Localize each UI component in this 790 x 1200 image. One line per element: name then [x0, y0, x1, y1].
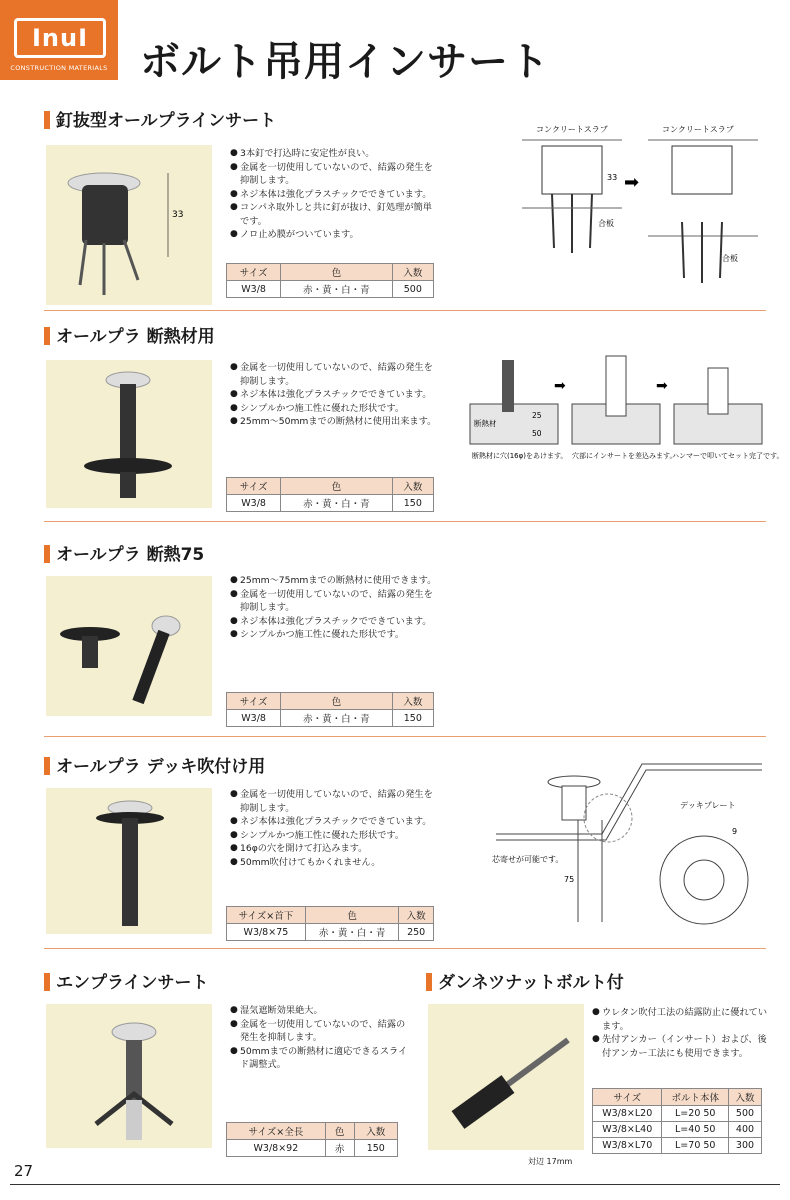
feature-item: ● コンパネ取外しと共に釘が抜け、釘処理が簡単です。: [230, 201, 440, 228]
spec-table-6: サイズ ボルト本体 入数 W3/8×L20 L=20 50 500 W3/8×L40 L=40 50 400 W3/8×L70 L=70 50 300: [592, 1088, 762, 1154]
product-illustration-4: [46, 788, 212, 934]
feature-item: ● 金属を一切使用していないので、結露の発生を抑制します。: [230, 788, 440, 815]
section-divider: [44, 521, 766, 522]
section-title-1: 釘抜型オールプラインサート: [44, 106, 276, 131]
table-row: W3/8 赤・黄・白・青 150: [227, 710, 434, 727]
label-50: 50: [532, 429, 542, 438]
section-marker: [44, 111, 50, 129]
label-slab-2: コンクリートスラブ: [662, 125, 734, 134]
label-deck-plate: デッキプレート: [680, 801, 736, 810]
feature-item: ● ネジ本体は強化プラスチックでできています。: [230, 815, 440, 829]
section-marker: [44, 545, 50, 563]
feature-item: ● ノロ止め膜がついています。: [230, 228, 440, 242]
section-title-5: エンプラインサート: [44, 968, 209, 993]
feature-item: ● ネジ本体は強化プラスチックでできています。: [230, 615, 440, 629]
logo-mark: InuI: [14, 18, 106, 58]
arrow-right-icon: ➡: [656, 378, 668, 394]
page-number: 27: [14, 1162, 34, 1180]
section-divider: [44, 736, 766, 737]
features-list-2: [230, 361, 440, 429]
installation-diagram-2: [466, 334, 784, 474]
feature-item: ● 25mm〜75mmまでの断熱材に使用できます。: [230, 574, 440, 588]
photo-dim-1: 33: [172, 210, 184, 220]
feature-item: ● シンプルかつ施工性に優れた形状です。: [230, 829, 440, 843]
table-row: W3/8×L40 L=40 50 400: [593, 1122, 762, 1138]
feature-item: ● 先付アンカー（インサート）および、後付アンカー工法にも使用できます。: [592, 1033, 772, 1060]
caption-step-3: ハンマーで叩いてセット完了です。: [672, 452, 784, 460]
features-list-1: [230, 147, 440, 242]
spec-table-1: サイズ 色 入数 W3/8 赤・黄・白・青 500: [226, 263, 434, 298]
section-divider: [44, 948, 766, 949]
feature-item: ● ネジ本体は強化プラスチックでできています。: [230, 388, 440, 402]
label-dim-75: 75: [564, 875, 575, 884]
spec-table-4: サイズ×首下 色 入数 W3/8×75 赤・黄・白・青 250: [226, 906, 434, 941]
product-photo-5: [46, 1004, 212, 1148]
spec-table-2: サイズ 色 入数 W3/8 赤・黄・白・青 150: [226, 477, 434, 512]
spec-table-5: サイズ×全長 色 入数 W3/8×92 赤 150: [226, 1122, 398, 1157]
spec-table-3: サイズ 色 入数 W3/8 赤・黄・白・青 150: [226, 692, 434, 727]
note-width-across: 対辺 17mm: [528, 1157, 573, 1166]
label-25: 25: [532, 411, 542, 420]
section-title-3: オールプラ 断熱75: [44, 540, 204, 565]
feature-item: ● 50mm吹付けてもかくれません。: [230, 856, 440, 870]
section-title-4: オールプラ デッキ吹付け用: [44, 752, 265, 777]
product-illustration-3: [46, 576, 212, 716]
table-row: W3/8×L20 L=20 50 500: [593, 1106, 762, 1122]
feature-item: ● 50mmまでの断熱材に適応できるスライド調整式。: [230, 1045, 410, 1072]
feature-item: ● 3本釘で打込時に安定性が良い。: [230, 147, 440, 161]
feature-item: ● 湿気遮断効果絶大。: [230, 1004, 410, 1018]
product-photo-1: [46, 145, 212, 305]
caption-step-1: 断熱材に穴(16φ)をあけます。: [472, 452, 568, 460]
feature-item: ● ウレタン吹付工法の結露防止に優れています。: [592, 1006, 772, 1033]
section-marker: [44, 973, 50, 991]
table-row: W3/8 赤・黄・白・青 500: [227, 281, 434, 298]
table-row: W3/8×75 赤・黄・白・青 250: [227, 924, 434, 941]
table-row: W3/8 赤・黄・白・青 150: [227, 495, 434, 512]
feature-item: ● 25mm〜50mmまでの断熱材に使用出来ます。: [230, 415, 440, 429]
product-photo-2: [46, 360, 212, 508]
page-title: ボルト吊用インサート: [140, 39, 550, 85]
table-row: W3/8×L70 L=70 50 300: [593, 1138, 762, 1154]
table-row: W3/8×92 赤 150: [227, 1140, 398, 1157]
feature-item: ● 金属を一切使用していないので、結露の発生を抑制します。: [230, 161, 440, 188]
feature-item: ● 金属を一切使用していないので、結露の発生を抑制します。: [230, 361, 440, 388]
section-title-2: オールプラ 断熱材用: [44, 322, 215, 347]
features-list-4: [230, 788, 440, 869]
product-illustration-5: [46, 1004, 212, 1148]
product-illustration-6: [428, 1004, 584, 1150]
feature-item: ● シンプルかつ施工性に優れた形状です。: [230, 628, 440, 642]
product-photo-6: [428, 1004, 584, 1150]
section-marker: [426, 973, 432, 991]
label-dim-9: 9: [732, 827, 738, 836]
section-marker: [44, 327, 50, 345]
feature-item: ● 金属を一切使用していないので、結露の発生を抑制します。: [230, 1018, 410, 1045]
brand-logo: [0, 0, 118, 80]
caption-step-2: 穴部にインサートを差込みます。: [572, 452, 677, 460]
footer-rule: [10, 1184, 780, 1185]
label-insulation: 断熱材: [474, 419, 497, 428]
features-list-3: [230, 574, 440, 642]
product-illustration-1: [46, 145, 212, 305]
logo-subtitle: CONSTRUCTION MATERIALS: [10, 64, 108, 72]
label-center-adjust: 芯寄せが可能です。: [492, 855, 564, 864]
feature-item: ● ネジ本体は強化プラスチックでできています。: [230, 188, 440, 202]
installation-diagram-1: [512, 118, 768, 288]
features-list-5: [230, 1004, 410, 1072]
section-title-6: ダンネツナットボルト付: [426, 968, 624, 993]
feature-item: ● 金属を一切使用していないので、結露の発生を抑制します。: [230, 588, 440, 615]
label-slab-1: コンクリートスラブ: [536, 125, 608, 134]
section-marker: [44, 757, 50, 775]
section-divider: [44, 310, 766, 311]
product-photo-3: [46, 576, 212, 716]
feature-item: ● 16φの穴を開けて打込みます。: [230, 842, 440, 856]
label-board-2: 合板: [722, 254, 738, 263]
label-dim-33: 33: [607, 173, 618, 182]
product-illustration-2: [46, 360, 212, 508]
arrow-right-icon: ➡: [624, 172, 640, 193]
product-photo-4: [46, 788, 212, 934]
features-list-6: [592, 1006, 772, 1060]
feature-item: ● シンプルかつ施工性に優れた形状です。: [230, 402, 440, 416]
installation-diagram-4: [492, 760, 766, 932]
label-board-1: 合板: [598, 219, 614, 228]
arrow-right-icon: ➡: [554, 378, 566, 394]
